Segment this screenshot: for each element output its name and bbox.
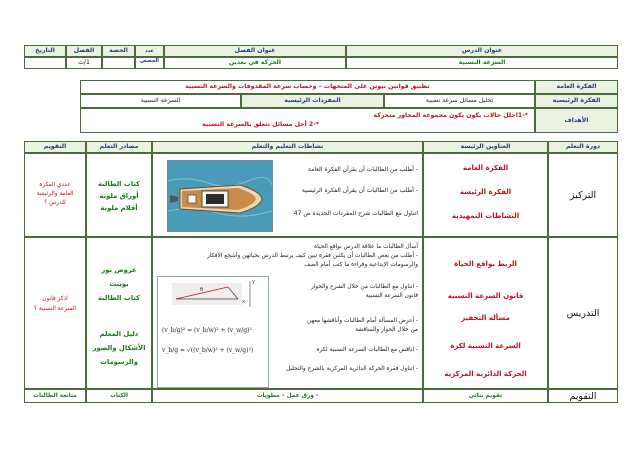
chapter-title-label: عنوان الفصل xyxy=(234,47,276,54)
col-cycle-header xyxy=(548,141,618,153)
teach-resources-cell xyxy=(86,237,152,389)
main-vocab-value: السرعة النسبية xyxy=(140,97,181,104)
lesson-title-label: عنوان الدرس xyxy=(461,47,503,54)
teach-assessment-cell xyxy=(24,237,86,389)
sessions-value-cell xyxy=(135,57,164,69)
focus-stage: التركيز xyxy=(569,190,597,201)
goals-label: الأهداف xyxy=(564,117,589,124)
teach-headings-cell xyxy=(423,237,548,389)
goal-1: *-1احلل حالات يكون بكون مجموعة المحاور متحركة xyxy=(373,112,528,119)
focus-heading-1: الفكرة العامة xyxy=(462,164,509,172)
col-activities-label: نشاطات التعليم والتعلم xyxy=(251,143,324,150)
col-activities-header xyxy=(152,141,423,153)
focus-activity-3: اتناول مع الطالبات شرح المفردات الجديدة ص 47 xyxy=(293,210,418,217)
theta-label: θ xyxy=(200,287,204,293)
col-assessment-label: التقويم xyxy=(43,143,67,150)
eval-heading-cell xyxy=(423,389,548,403)
period-value-cell xyxy=(102,57,135,69)
date-label-cell xyxy=(24,45,66,57)
chapter-title-value-cell xyxy=(164,57,346,69)
focus-assessment-2: العامة والرئيسة xyxy=(36,191,74,197)
teach-resource-3: كتاب الطالبة xyxy=(98,294,140,302)
teach-heading-2: قانون السرعة النسبية xyxy=(447,292,524,300)
teach-heading-1: الربط بواقع الحياة xyxy=(454,260,517,268)
teach-activity-5: قانون السرعة النسبية xyxy=(365,293,418,299)
class-value-cell xyxy=(66,57,102,69)
focus-resource-1: كتاب الطالبة xyxy=(98,180,140,188)
eval-assessment-cell xyxy=(24,389,86,403)
general-idea-label: الفكرة العامة xyxy=(556,83,597,90)
teach-heading-3: مسألة التحفيز xyxy=(461,314,510,322)
class-label: الفصل xyxy=(73,47,95,54)
eval-stage: التقويم xyxy=(569,391,597,402)
main-vocab-value-cell xyxy=(80,94,241,108)
focus-heading-3: النشاطات التمهيدية xyxy=(451,212,520,220)
main-idea-label: الفكرة الرئيسية xyxy=(552,97,601,104)
teach-stage-cell xyxy=(548,237,618,389)
focus-stage-cell xyxy=(548,153,618,237)
eval-activity: - ورق عمل – مطويات xyxy=(256,393,319,399)
teach-activity-3: والرسومات الإبداعية وقراءة ما كتب أمام الصف xyxy=(304,262,418,268)
sessions-label: عدد الحصص xyxy=(140,48,159,64)
teach-activities-cell xyxy=(152,237,423,389)
col-headings-header xyxy=(423,141,548,153)
date-label: التاريخ xyxy=(35,47,55,54)
lesson-title-label-cell xyxy=(346,45,618,57)
general-idea-value-cell xyxy=(80,80,535,94)
teach-resource-5: الأشكال والصور xyxy=(92,344,146,352)
period-label-cell xyxy=(102,45,135,57)
teach-activity-6: - أعرض المسألة أمام الطالبات وأناقشها معهن xyxy=(307,318,418,324)
general-idea-label-cell xyxy=(535,80,618,94)
teach-assessment-2: السرعة النسبية ؟ xyxy=(34,306,76,312)
eval-stage-cell xyxy=(548,389,618,403)
teach-activity-2: - أطلب من بعض الطالبات أن يكتبن فقرة تبين كيف يرتبط الدرس بحياتهن وأشجع الأفكار xyxy=(206,253,418,259)
teach-resource-1: عروض بور xyxy=(101,266,137,274)
teach-stage: التدريس xyxy=(566,308,600,319)
teach-activity-1: أسأل الطالبات ما علاقة الدرس بواقع الحياة xyxy=(314,244,418,250)
focus-activity-1: - أطلب من الطالبات أن يقرأن الفكرة العامة xyxy=(307,166,418,173)
eval-heading: تقويم بنائي xyxy=(468,393,503,399)
chapter-title-value: الحركة في بعدين xyxy=(228,59,281,66)
chapter-title-label-cell xyxy=(164,45,346,57)
lesson-title-value-cell xyxy=(346,57,618,69)
teach-assessment-1: اذكر قانون xyxy=(42,296,68,302)
focus-resource-3: أقلام ملونة xyxy=(100,204,138,212)
eval-resource: الكتاب xyxy=(110,393,128,399)
focus-assessment-cell xyxy=(24,153,86,237)
x-axis-label: x xyxy=(242,299,245,305)
focus-headings-cell xyxy=(423,153,548,237)
period-label: الحصة xyxy=(109,47,128,54)
sessions-label-cell xyxy=(135,45,164,64)
focus-heading-2: الفكرة الرئيسة xyxy=(459,188,512,196)
class-label-cell xyxy=(66,45,102,57)
col-resources-header xyxy=(86,141,152,153)
teach-resource-6: والرسومات xyxy=(100,358,138,366)
focus-resources-cell xyxy=(86,153,152,237)
teach-activity-7: من خلال الحوار والمناقشة xyxy=(355,327,418,333)
boat-image xyxy=(167,160,273,232)
teach-resource-2: بوينت xyxy=(109,280,129,288)
col-assessment-header xyxy=(24,141,86,153)
date-value-cell xyxy=(24,57,66,69)
eval-assessment: متابعة الطالبات xyxy=(33,393,77,399)
goals-value-cell xyxy=(80,108,535,133)
focus-assessment-3: للدرس ؟ xyxy=(44,200,66,206)
main-vocab-label: المفردات الرئيسية xyxy=(284,97,341,104)
col-resources-label: مصادر التعلم xyxy=(99,143,139,150)
teach-resource-4: دليل المعلم xyxy=(99,330,139,338)
teach-activity-8: - اناقش مع الطالبات السرعة النسبية لكرة xyxy=(316,347,418,353)
col-headings-label: العناوين الرئيسة xyxy=(460,143,511,150)
focus-assessment-1: عددي الفكرة xyxy=(39,182,71,188)
col-cycle-label: دورة التعلم xyxy=(565,143,601,150)
focus-activity-2: - أطلب من الطالبات أن يقرأن الفكرة الرئيسية xyxy=(301,187,418,194)
goals-label-cell xyxy=(535,108,618,133)
main-idea-value: تحليل مسائل سرعة نسبية xyxy=(425,97,494,104)
eval-resource-cell xyxy=(86,389,152,403)
teach-heading-4: السرعة النسبية لكرة xyxy=(450,342,521,350)
teach-activity-9: - اتناول فقرة الحركة الدائرية المركزية بالشرح والتحليل xyxy=(285,366,418,372)
teach-activity-4: - اتناول مع الطالبات من خلال الشرح والحوار xyxy=(310,284,418,290)
lesson-title-value: السرعة النسبية xyxy=(458,59,506,66)
boat-illustration xyxy=(168,161,272,231)
main-vocab-label-cell xyxy=(241,94,384,108)
formula-2: v_b/g = √((v_b/w)² + (v_w/g)²) xyxy=(162,347,254,354)
main-idea-label-cell xyxy=(535,94,618,108)
goal-2: *-2 أحل مسائل تتعلق بالسرعة النسبية xyxy=(202,121,319,128)
main-idea-value-cell xyxy=(384,94,535,108)
y-axis-label: y xyxy=(252,279,255,285)
vector-figure xyxy=(157,276,269,388)
teach-heading-5: الحركة الدائرية المركزية xyxy=(444,370,527,378)
focus-resource-2: أوراق ملونة xyxy=(99,192,139,200)
formula-1: (v_b/g)² = (v_b/w)² + (v_w/g)² xyxy=(162,327,252,334)
focus-activities-cell xyxy=(152,153,423,237)
class-value: 1/ث xyxy=(78,59,90,66)
general-idea-value: تطبيق قوانين نيوتن على المتجهات – وحساب سرعة المقذوفات والسرعة النسبية xyxy=(185,83,430,90)
eval-activity-cell xyxy=(152,389,423,403)
